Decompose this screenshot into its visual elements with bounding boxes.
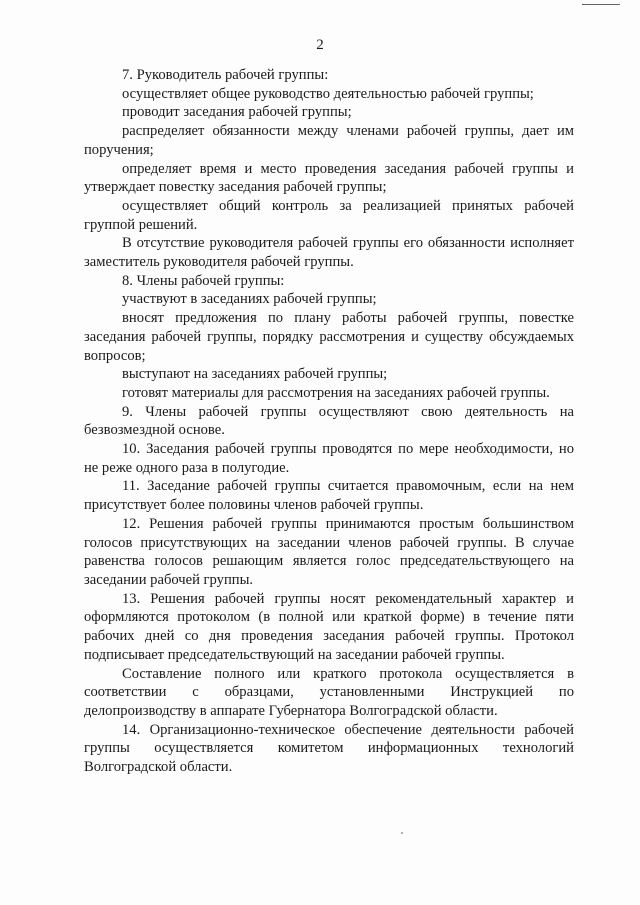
paragraph-14: 14. Организационно-техническое обеспечение деятельности рабочей группы осуществляется комитетом информационных технологий Волгоградской области. bbox=[84, 721, 574, 776]
paragraph-7-item-5: осуществляет общий контроль за реализацией принятых рабочей группой решений. bbox=[84, 197, 574, 233]
paragraph-7-item-1: осуществляет общее руководство деятельностью рабочей группы; bbox=[122, 85, 534, 102]
paragraph-8-item-1: участвуют в заседаниях рабочей группы; bbox=[122, 291, 377, 308]
paragraph-7-item-3: распределяет обязанности между членами рабочей группы, дает им поручения; bbox=[84, 123, 574, 158]
paragraph-8-item-2: вносят предложения по плану работы рабочей группы, повестке заседания рабочей группы, порядку рассмотрения и существу обсуждаемых вопросов; bbox=[84, 310, 574, 364]
paragraph-13: 13. Решения рабочей группы носят рекомендательный характер и оформляются протоколом (в полной или краткой форме) в течение пяти рабочих дней со дня проведения заседания рабочей группы. Протокол подписывает председательствующий на заседании рабочей группы. bbox=[84, 590, 574, 663]
paragraph-12: 12. Решения рабочей группы принимаются простым большинством голосов присутствующих на заседании членов рабочей группы. В случае равенства голосов решающим является голос председательствующего на заседании рабочей группы. bbox=[84, 515, 574, 588]
scan-speck bbox=[401, 832, 403, 834]
paragraph-13-protocol: Составление полного или краткого протокола осуществляется в соответствии с образцами, установленными Инструкцией по делопроизводству в аппарате Губернатора Волгоградской области. bbox=[84, 665, 574, 719]
paragraph-8-item-3: выступают на заседаниях рабочей группы; bbox=[122, 366, 388, 383]
paragraph-9: 9. Члены рабочей группы осуществляют свою деятельность на безвозмездной основе. bbox=[84, 403, 574, 439]
document-body bbox=[84, 66, 574, 777]
paragraph-8-heading: 8. Члены рабочей группы: bbox=[122, 272, 285, 289]
paragraph-10: 10. Заседания рабочей группы проводятся по мере необходимости, но не реже одного раза в полугодие. bbox=[84, 441, 574, 476]
paragraph-8-item-4: готовят материалы для рассмотрения на заседаниях рабочей группы. bbox=[122, 384, 550, 401]
paragraph-7-deputy: В отсутствие руководителя рабочей группы его обязанности исполняет заместитель руководителя рабочей группы. bbox=[84, 235, 574, 271]
paragraph-7-item-2: проводит заседания рабочей группы; bbox=[122, 104, 352, 121]
paragraph-7-heading: 7. Руководитель рабочей группы: bbox=[122, 67, 329, 83]
scan-corner-mark bbox=[582, 4, 620, 5]
paragraph-11: 11. Заседание рабочей группы считается правомочным, если на нем присутствует более половины членов рабочей группы. bbox=[84, 478, 574, 514]
paragraph-7-item-4: определяет время и место проведения заседания рабочей группы и утверждает повестку заседания рабочей группы; bbox=[84, 160, 574, 196]
page-number: 2 bbox=[316, 37, 324, 53]
